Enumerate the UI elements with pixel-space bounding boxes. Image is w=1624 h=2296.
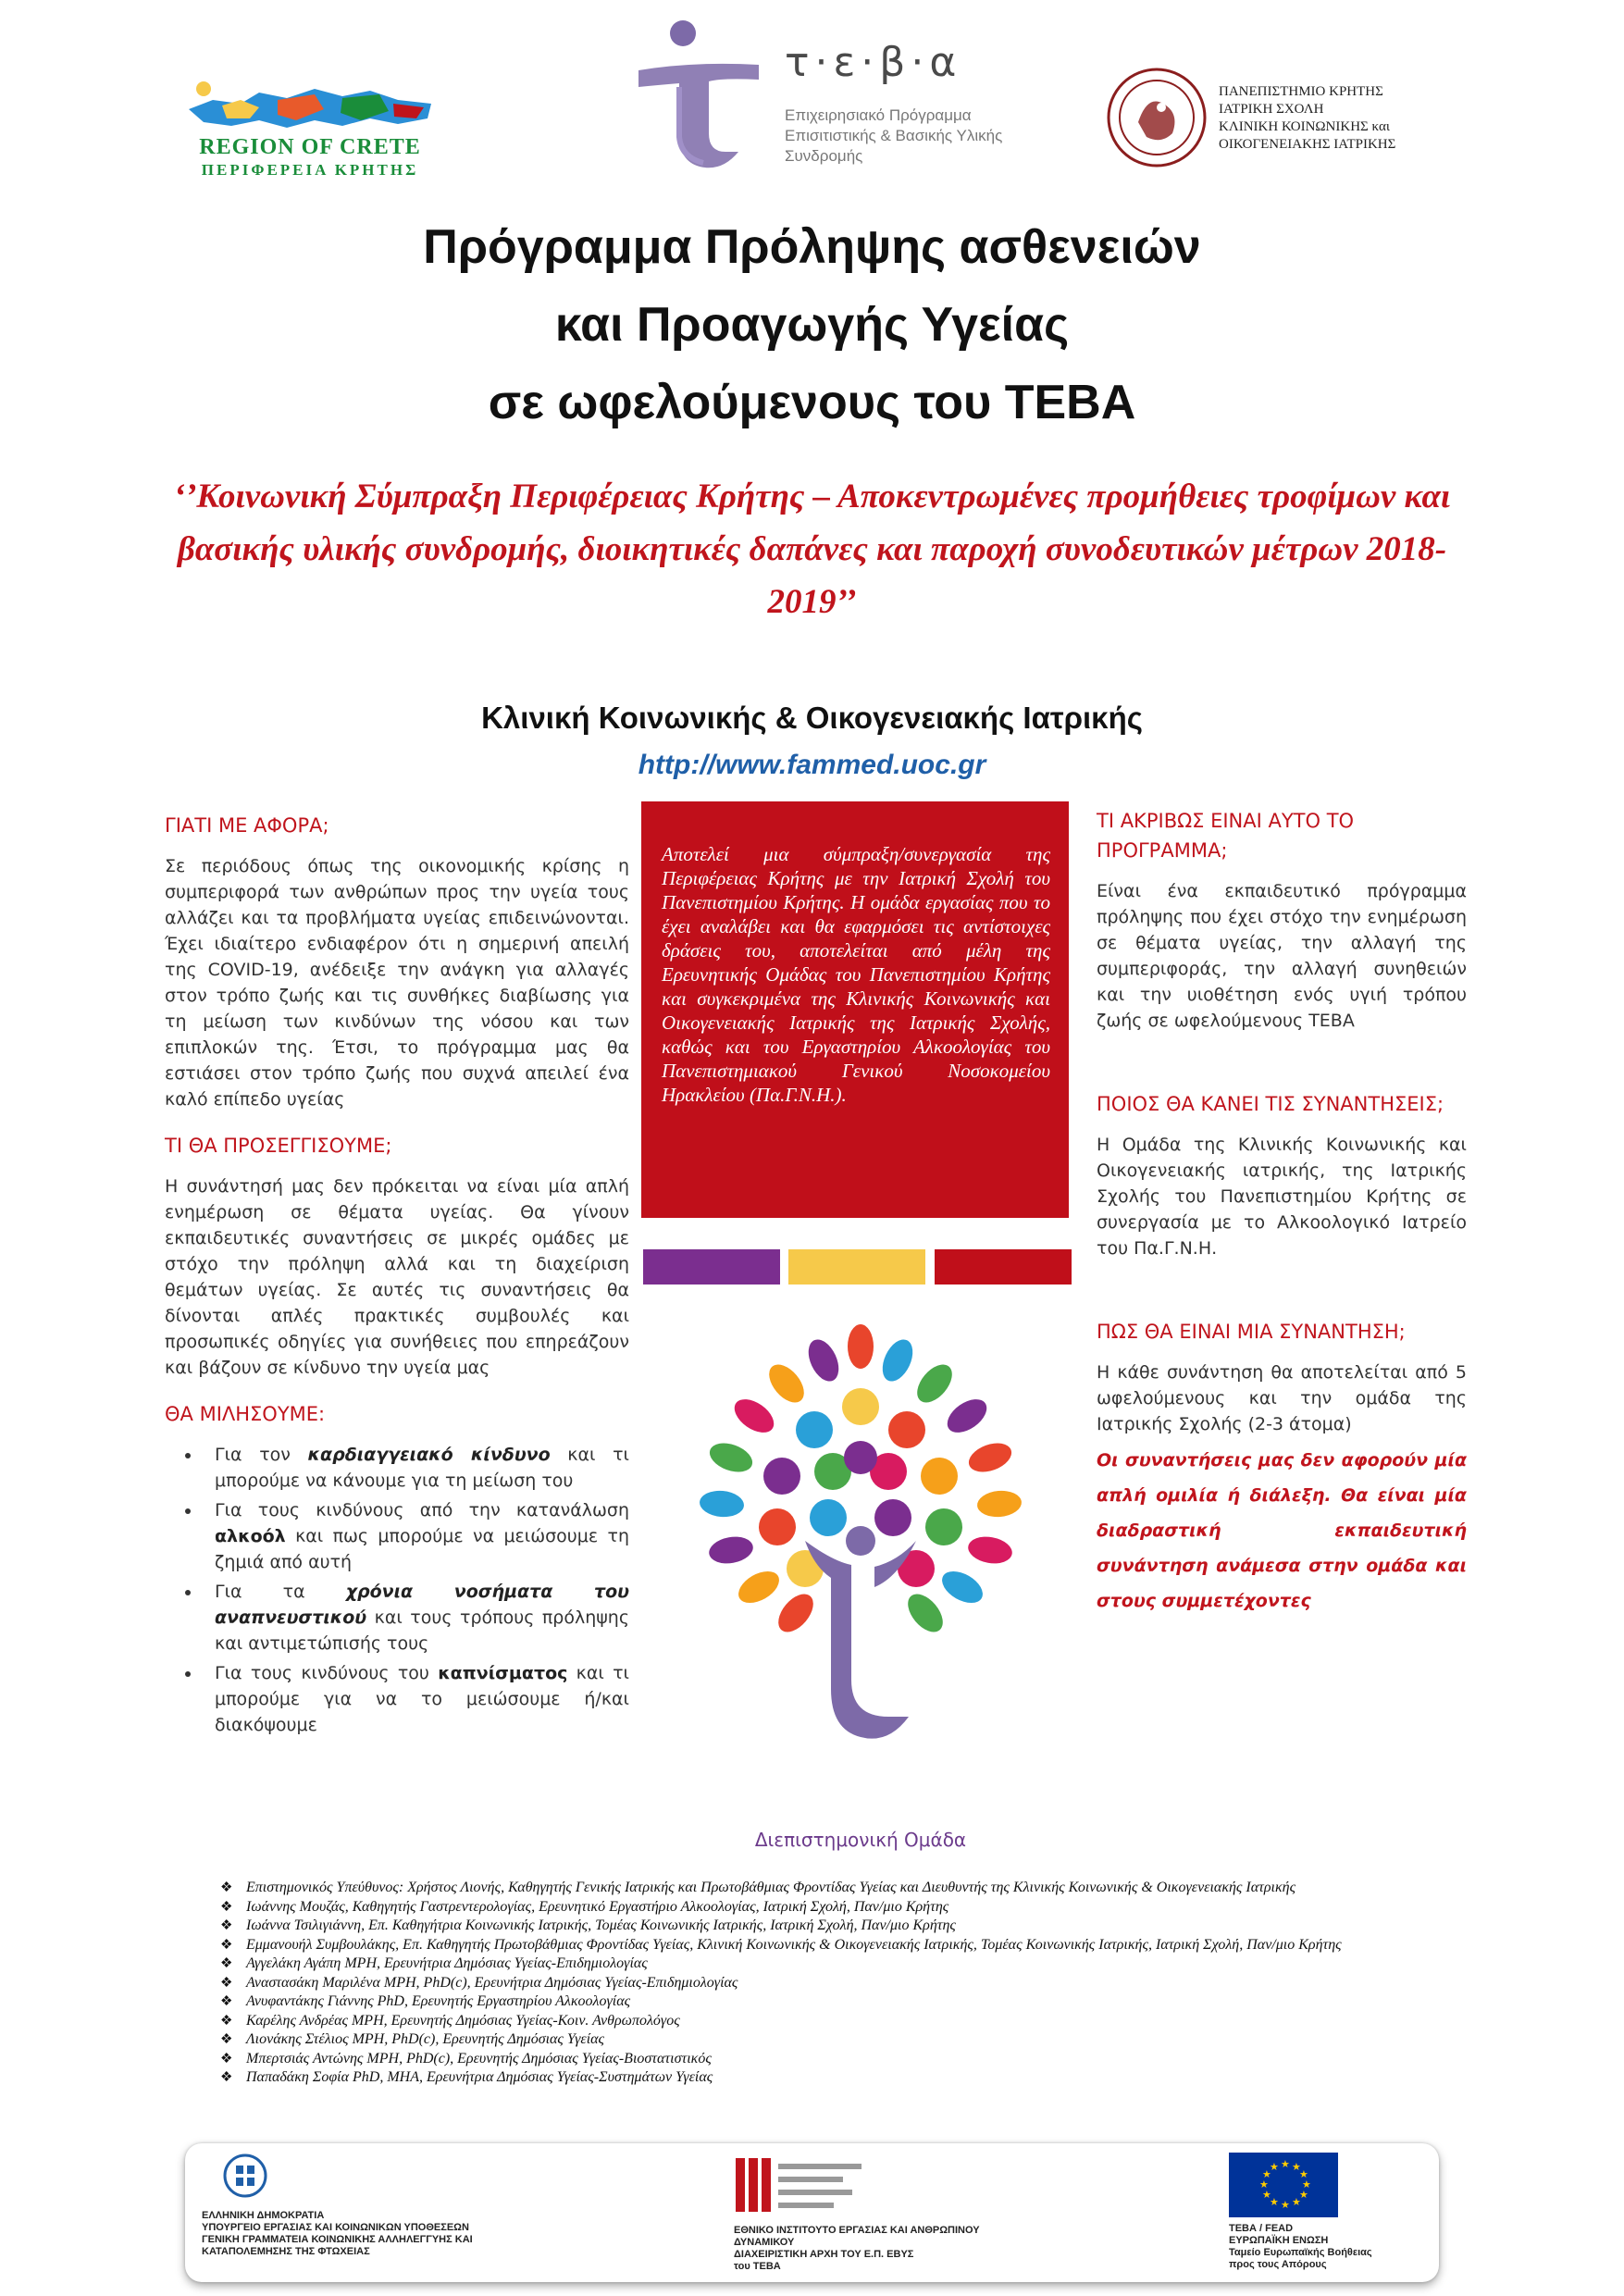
svg-text:★: ★ bbox=[1281, 2158, 1290, 2170]
eu-line: προς τους Απόρους bbox=[1229, 2259, 1327, 2270]
teva-figure-icon bbox=[629, 13, 768, 180]
topic-text: Για τα bbox=[215, 1582, 346, 1602]
clinic-url-link[interactable]: http://www.fammed.uoc.gr bbox=[638, 750, 986, 780]
team-member: Ανυφαντάκης Γιάννης PhD, Ερευνητής Εργαστηρίου Αλκοολογίας bbox=[246, 1993, 631, 2009]
list-item bbox=[220, 2012, 1442, 2031]
heading-who: ΠΟΙΟΣ ΘΑ ΚΑΝΕΙ ΤΙΣ ΣΥΝΑΝΤΗΣΕΙΣ; bbox=[1097, 1093, 1444, 1115]
team-list bbox=[220, 1879, 1442, 2088]
svg-text:★: ★ bbox=[1259, 2178, 1269, 2191]
paragraph-what-is: Είναι ένα εκπαιδευτικό πρόγραμμα πρόληψης που έχει στόχο την ενημέρωση σε θέματα υγείας, την αλλαγή της συμπεριφοράς, την αλλαγή συνηθειών και την υιοθέτηση ενός υγιή τρόπου ζωής σε ωφελούμενους ΤΕΒΑ bbox=[1097, 881, 1467, 1031]
team-member: Ιωάννης Μουζάς, Καθηγητής Γαστρεντερολογίας, Ερευνητικό Εργαστήριο Αλκοολογίας, Ιατρική Σχολή, Παν/μιο Κρήτης bbox=[246, 1898, 949, 1915]
diamond-bullet-icon: ❖ bbox=[220, 1975, 233, 1991]
list-item bbox=[220, 1917, 1442, 1936]
tree-caption: Διεπιστημονική Ομάδα bbox=[754, 1829, 967, 1851]
eu-line: ΤΕΒΑ / FEAD bbox=[1229, 2223, 1294, 2234]
left-column bbox=[165, 811, 629, 1742]
list-item bbox=[202, 1497, 629, 1575]
list-item bbox=[220, 1974, 1442, 1993]
topic-emphasis: αλκοόλ bbox=[215, 1526, 286, 1546]
tree-inner-circles bbox=[759, 1388, 962, 1587]
title-line-2: και Προαγωγής Υγείας bbox=[554, 298, 1070, 352]
topic-emphasis: καρδιαγγειακό κίνδυνο bbox=[307, 1445, 551, 1465]
tree-person bbox=[805, 1526, 916, 1739]
topic-emphasis: καπνίσματος bbox=[438, 1663, 568, 1683]
team-member: Λιονάκης Στέλιος MPH, PhD(c), Ερευνητής Δημόσιας Υγείας bbox=[246, 2031, 605, 2047]
ministry-line: ΕΛΛΗΝΙΚΗ ΔΗΜΟΚΡΑΤΙΑ bbox=[202, 2210, 325, 2221]
list-item bbox=[202, 1660, 629, 1738]
teva-wordmark: τ·ε·β·α bbox=[785, 39, 962, 86]
list-item bbox=[202, 1579, 629, 1657]
sponsors-footer bbox=[185, 2143, 1439, 2282]
list-item bbox=[220, 1898, 1442, 1917]
color-bar-yellow bbox=[788, 1249, 925, 1285]
eu-line: Ταμείο Ευρωπαϊκής Βοήθειας bbox=[1229, 2247, 1372, 2258]
tree-leaves bbox=[699, 1324, 1023, 1638]
list-item bbox=[220, 1955, 1442, 1974]
crete-name-en: REGION OF CRETE bbox=[199, 135, 421, 159]
university-line: ΟΙΚΟΓΕΝΕΙΑΚΗΣ ΙΑΤΡΙΚΗΣ bbox=[1219, 137, 1396, 152]
list-item bbox=[220, 1936, 1442, 1955]
university-line: ΙΑΤΡΙΚΗ ΣΧΟΛΗ bbox=[1219, 102, 1324, 117]
list-item bbox=[220, 2068, 1442, 2088]
list-item bbox=[220, 1992, 1442, 2012]
crete-name-gr: ΠΕΡΙΦΕΡΕΙΑ ΚΡΗΤΗΣ bbox=[201, 161, 419, 179]
list-item bbox=[220, 1879, 1442, 1898]
teva-subtitle: Επιχειρησιακό Πρόγραμμα Επισιτιστικής & Βασικής Υλικής Συνδρομής bbox=[785, 106, 1003, 165]
topic-text: και πως μπορούμε να μειώσουμε τη ζημιά από αυτή bbox=[215, 1526, 629, 1572]
topics-list bbox=[165, 1442, 629, 1738]
paragraph-why: Σε περιόδους όπως της οικονομικής κρίσης η συμπεριφορά των ανθρώπων προς την υγεία τους αλλάζει και τα προβλήματα υγείας επιδεινώνονται. Έχει ιδιαίτερο ενδιαφέρον ότι η σημερινή απειλή της COVID-19, ανέδειξε την ανάγκη για αλλαγές στον τρόπο ζωής και τις συνθήκες διαβίωσης για τη μείωση των κινδύνων της νόσου και των επιπλοκών της. Έτσι, το πρόγραμμα μας θα εστιάσει στον τρόπο ζωής που συχνά απειλεί ένα καλό επίπεδο υγείας bbox=[165, 856, 629, 1110]
team-member: Μπερτσιάς Αντώνης MPH, PhD(c), Ερευνητής Δημόσιας Υγείας-Βιοστατιστικός bbox=[246, 2050, 712, 2066]
svg-text:★: ★ bbox=[1292, 2196, 1301, 2208]
svg-text:★: ★ bbox=[1281, 2199, 1290, 2211]
paragraph-how: Η κάθε συνάντηση θα αποτελείται από 5 ωφελούμενους και την ομάδα της Ιατρικής Σχολής (2-3 άτομα) bbox=[1097, 1362, 1467, 1434]
heading-how: ΠΩΣ ΘΑ ΕΙΝΑΙ ΜΙΑ ΣΥΝΑΝΤΗΣΗ; bbox=[1097, 1321, 1406, 1343]
title-line-1: Πρόγραμμα Πρόληψης ασθενειών bbox=[423, 220, 1201, 274]
university-seal-icon bbox=[1106, 67, 1208, 168]
clinic-name: Κλινική Κοινωνικής & Οικογενειακής Ιατρικής bbox=[481, 701, 1143, 735]
tree-icon bbox=[666, 1309, 1055, 1791]
team-member: Αγγελάκη Αγάπη MPH, Ερευνήτρια Δημόσιας Υγείας-Επιδημιολογίας bbox=[246, 1955, 648, 1971]
topic-text: και τι μπορούμε να κάνουμε για τη μείωση του bbox=[215, 1445, 629, 1491]
diamond-bullet-icon: ❖ bbox=[220, 2032, 233, 2047]
eiead-line: ΔΙΑΧΕΙΡΙΣΤΙΚΗ ΑΡΧΗ ΤΟΥ Ε.Π. ΕΒΥΣ bbox=[734, 2249, 914, 2260]
topic-text: και τι μπορούμε για να το μειώσουμε ή/και διακόψουμε bbox=[215, 1663, 629, 1735]
svg-text:★: ★ bbox=[1299, 2189, 1308, 2201]
university-line: ΚΛΙΝΙΚΗ ΚΟΙΝΩΝΙΚΗΣ και bbox=[1219, 119, 1390, 134]
diamond-bullet-icon: ❖ bbox=[220, 1937, 233, 1953]
heading-topics: ΘΑ ΜΙΛΗΣΟΥΜΕ: bbox=[165, 1403, 326, 1425]
diamond-bullet-icon: ❖ bbox=[220, 2070, 233, 2085]
partnership-text: Αποτελεί μια σύμπραξη/συνεργασία της Περιφέρειας Κρήτης με την Ιατρική Σχολή του Πανεπιστημίου Κρήτης. Η ομάδα εργασίας που το έχει αναλάβει και θα εφαρμόσει τις αντίστοιχες δράσεις του, αποτελείται από μέλη της Ερευνητικής Ομάδας του Πανεπιστημίου Κρήτης και συγκεκριμένα της Κλινικής Κοινωνικής και Οικογενειακής Ιατρικής της Ιατρικής Σχολής, καθώς και του Εργαστηρίου Αλκοολογίας του Πανεπιστημιακού Γενικού Νοσοκομείου Ηρακλείου (Πα.Γ.Ν.Η.). bbox=[662, 843, 1050, 1106]
greek-emblem-icon bbox=[222, 2153, 268, 2199]
team-member: Παπαδάκη Σοφία PhD, MHA, Ερευνήτρια Δημόσιας Υγείας-Συστημάτων Υγείας bbox=[246, 2069, 713, 2085]
teva-logo bbox=[629, 13, 1018, 180]
ministry-line: ΚΑΤΑΠΟΛΕΜΗΣΗΣ ΤΗΣ ΦΤΩΧΕΙΑΣ bbox=[202, 2246, 370, 2257]
topic-text: Για τους κινδύνους του bbox=[215, 1663, 439, 1683]
heading-what-is: ΤΙ ΑΚΡΙΒΩΣ ΕΙΝΑΙ ΑΥΤΟ ΤΟ ΠΡΟΓΡΑΜΜΑ; bbox=[1097, 810, 1355, 862]
eiead-text bbox=[734, 2225, 1030, 2273]
team-member: Ιωάννα Τσιλιγιάννη, Επ. Καθηγήτρια Κοινωνικής Ιατρικής, Τομέας Κοινωνικής Ιατρικής, Ιατρική Σχολή, Παν/μιο Κρήτης bbox=[246, 1917, 956, 1933]
svg-text:★: ★ bbox=[1302, 2178, 1311, 2191]
diamond-bullet-icon: ❖ bbox=[220, 1956, 233, 1971]
team-member: Επιστημονικός Υπεύθυνος: Χρήστος Λιονής, Καθηγητής Γενικής Ιατρικής και Πρωτοβάθμιας Φροντίδας Υγείας και Διευθυντής της Κλινικής Κοινωνικής & Οικογενειακής Ιατρικής bbox=[246, 1880, 1296, 1895]
heading-why: ΓΙΑΤΙ ΜΕ ΑΦΟΡΑ; bbox=[165, 814, 329, 837]
list-item bbox=[220, 2030, 1442, 2050]
eiead-logo-icon bbox=[734, 2153, 873, 2217]
svg-text:★: ★ bbox=[1262, 2189, 1271, 2201]
eiead-line: του ΤΕΒΑ bbox=[734, 2261, 781, 2272]
color-bar-purple bbox=[643, 1249, 780, 1285]
svg-text:★: ★ bbox=[1270, 2161, 1279, 2173]
eiead-line: ΕΘΝΙΚΟ ΙΝΣΤΙΤΟΥΤΟ ΕΡΓΑΣΙΑΣ ΚΑΙ ΑΝΘΡΩΠΙΝΟΥ bbox=[734, 2225, 980, 2236]
crete-map-icon bbox=[185, 72, 435, 135]
diamond-bullet-icon: ❖ bbox=[220, 1880, 233, 1895]
diamond-bullet-icon: ❖ bbox=[220, 1899, 233, 1915]
program-subtitle: ‘’Κοινωνική Σύμπραξη Περιφέρειας Κρήτης – Αποκεντρωμένες προμήθειες τροφίμων και βασικής υλικής συνδρομής, διοικητικές δαπάνες και παροχή συνοδευτικών μέτρων 2018-2019’’ bbox=[173, 478, 1451, 621]
svg-text:★: ★ bbox=[1262, 2168, 1271, 2180]
team-member: Εμμανουήλ Συμβουλάκης, Επ. Καθηγητής Πρωτοβάθμιας Φροντίδας Υγείας, Κλινική Κοινωνικής & Οικογενειακής Ιατρικής, Τομέας Κοινωνικής Ιατρικής, Ιατρική Σχολή, Παν/μιο Κρήτης bbox=[246, 1936, 1342, 1953]
svg-text:★: ★ bbox=[1292, 2161, 1301, 2173]
title-line-3: σε ωφελούμενους του ΤΕΒΑ bbox=[488, 376, 1136, 429]
eu-text bbox=[1229, 2223, 1414, 2271]
list-item bbox=[202, 1442, 629, 1494]
topic-emphasis: χρόνια νοσήματα του αναπνευστικού bbox=[215, 1582, 629, 1628]
ministry-line: ΥΠΟΥΡΓΕΙΟ ΕΡΓΑΣΙΑΣ ΚΑΙ ΚΟΙΝΩΝΙΚΩΝ ΥΠΟΘΕΣΕΩΝ bbox=[202, 2222, 469, 2233]
eu-flag-icon bbox=[1229, 2153, 1338, 2217]
color-bar-red bbox=[935, 1249, 1072, 1285]
team-member: Καρέλης Ανδρέας MPH, Ερευνητής Δημόσιας Υγείας-Κοιν. Ανθρωπολόγος bbox=[246, 2012, 680, 2029]
paragraph-how-emphasis: Οι συναντήσεις μας δεν αφορούν μία απλή ομιλία ή διάλεξη. Θα είναι μία διαδραστική εκπαιδευτική συνάντηση ανάμεσα στην ομάδα και στους συμμετέχοντες bbox=[1097, 1450, 1467, 1611]
team-member: Αναστασάκη Μαριλένα MPH, PhD(c), Ερευνήτρια Δημόσιας Υγείας-Επιδημιολογίας bbox=[246, 1974, 738, 1991]
topic-text: Για τους κινδύνους από την κατανάλωση bbox=[215, 1500, 629, 1520]
university-text bbox=[1219, 83, 1459, 154]
diamond-bullet-icon: ❖ bbox=[220, 1918, 233, 1933]
diamond-bullet-icon: ❖ bbox=[220, 2013, 233, 2029]
eiead-line: ΔΥΝΑΜΙΚΟΥ bbox=[734, 2237, 795, 2248]
region-of-crete-logo bbox=[176, 65, 444, 185]
tree-illustration bbox=[666, 1309, 1055, 1791]
page-title bbox=[93, 208, 1531, 441]
svg-text:★: ★ bbox=[1270, 2196, 1279, 2208]
list-item bbox=[220, 2050, 1442, 2069]
eu-line: ΕΥΡΩΠΑΪΚΗ ΕΝΩΣΗ bbox=[1229, 2235, 1329, 2246]
diamond-bullet-icon: ❖ bbox=[220, 1994, 233, 2009]
topic-text: και τους τρόπους πρόληψης και αντιμετώπισής τους bbox=[215, 1607, 629, 1654]
paragraph-approach: Η συνάντησή μας δεν πρόκειται να είναι μία απλή ενημέρωση σε θέματα υγείας. Θα γίνουν εκπαιδευτικές συναντήσεις σε μικρές ομάδες με στόχο την πρόληψη αλλά και τη διαχείριση θεμάτων υγείας. Σε αυτές τις συναντήσεις θα δίνονται απλές πρακτικές συμβουλές και προσωπικές οδηγίες για συνήθειες που επηρεάζουν και βάζουν σε κίνδυνο την υγεία μας bbox=[165, 1176, 629, 1378]
ministry-line: ΓΕΝΙΚΗ ΓΡΑΜΜΑΤΕΙΑ ΚΟΙΝΩΝΙΚΗΣ ΑΛΛΗΛΕΓΓΥΗΣ ΚΑΙ bbox=[202, 2234, 473, 2245]
university-of-crete-logo bbox=[1106, 67, 1457, 178]
svg-text:★: ★ bbox=[1299, 2168, 1308, 2180]
diamond-bullet-icon: ❖ bbox=[220, 2051, 233, 2066]
right-column bbox=[1097, 806, 1467, 1619]
topic-text: Για τον bbox=[215, 1445, 308, 1465]
paragraph-who: Η Ομάδα της Κλινικής Κοινωνικής και Οικογενειακής ιατρικής, της Ιατρικής Σχολής του Πανεπιστημίου Κρήτης σε συνεργασία με το Αλκοολογικό Ιατρείο του Πα.Γ.Ν.Η. bbox=[1097, 1135, 1467, 1259]
heading-approach: ΤΙ ΘΑ ΠΡΟΣΕΓΓΙΣΟΥΜΕ; bbox=[165, 1135, 392, 1157]
university-line: ΠΑΝΕΠΙΣΤΗΜΙΟ ΚΡΗΤΗΣ bbox=[1219, 84, 1383, 99]
ministry-text bbox=[202, 2210, 627, 2258]
partnership-box bbox=[641, 801, 1069, 1218]
